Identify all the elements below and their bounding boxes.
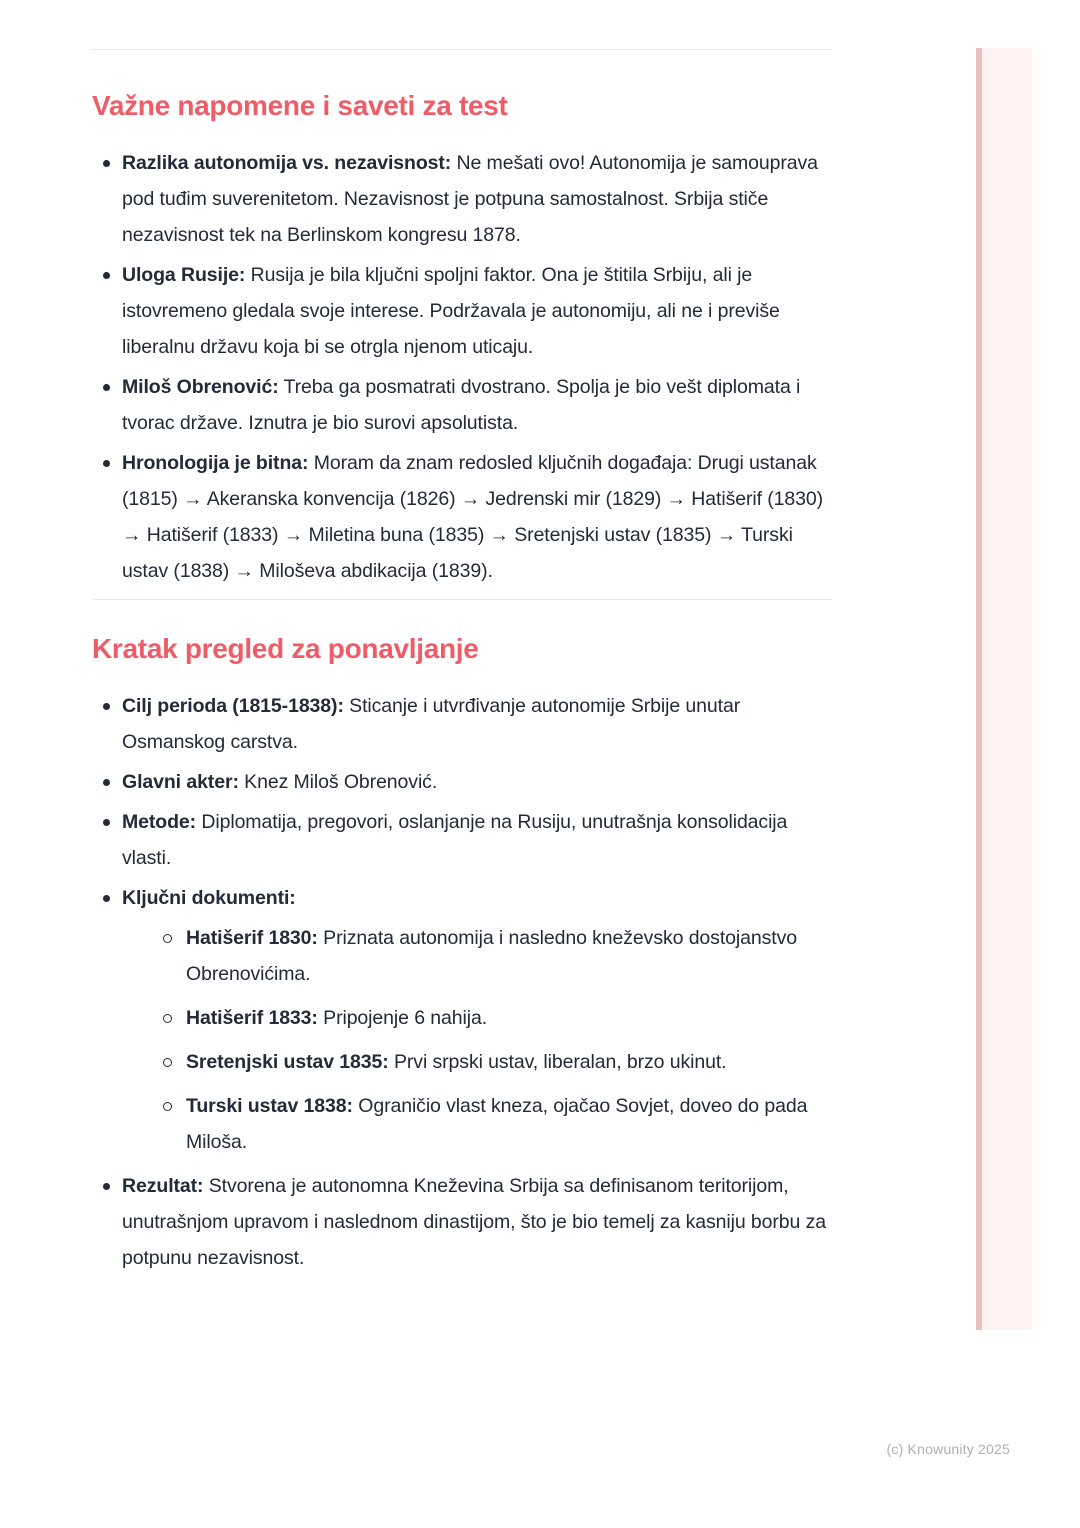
footer-copyright: (c) Knowunity 2025 [886, 1441, 1010, 1457]
item-text: Priznata autonomija i nasledno kneževsko dostojanstvo Obrenovićima. [186, 927, 797, 985]
bullet-dot-icon [103, 272, 110, 279]
list-item [92, 880, 832, 1160]
list-item [92, 257, 832, 365]
item-label: Ključni dokumenti: [122, 887, 296, 909]
documents-sublist [122, 920, 832, 1160]
item-text: Moram da znam redosled ključnih događaja: Drugi ustanak (1815) → Akeranska konvencija (1826) → Jedrenski mir (1829) → Hatišerif (1830) → Hatišerif (1833) → Miletina buna (1835) → Sretenjski ustav (1835) → Turski ustav (1838) → Miloševa abdikacija (1839). [122, 452, 823, 582]
bullet-dot-icon [103, 160, 110, 167]
section-divider [92, 599, 832, 600]
bullet-dot-icon [103, 779, 110, 786]
item-text: Ograničio vlast kneza, ojačao Sovjet, doveo do pada Miloša. [186, 1095, 808, 1153]
item-text: Knez Miloš Obrenović. [244, 771, 438, 793]
item-text: Prvi srpski ustav, liberalan, brzo ukinut. [394, 1051, 727, 1073]
item-label: Miloš Obrenović: [122, 376, 279, 398]
bullet-circle-icon [163, 934, 172, 943]
bullet-dot-icon [103, 460, 110, 467]
bullet-circle-icon [163, 1014, 172, 1023]
bullet-circle-icon [163, 1102, 172, 1111]
bullet-circle-icon [163, 1058, 172, 1067]
sublist-item [153, 920, 832, 992]
list-item [92, 369, 832, 441]
list-item [92, 804, 832, 876]
page-edge-strip [976, 48, 1032, 1330]
item-text: Ne mešati ovo! Autonomija je samouprava pod tuđim suverenitetom. Nezavisnost je potpuna samostalnost. Srbija stiče nezavisnost tek na Berlinskom kongresu 1878. [122, 152, 818, 246]
sublist-item [153, 1000, 832, 1036]
item-label: Metode: [122, 811, 197, 833]
notes-list [92, 145, 832, 589]
item-text: Stvorena je autonomna Kneževina Srbija sa definisanom teritorijom, unutrašnjom upravom i naslednom dinastijom, što je bio temelj za kasniju borbu za potpunu nezavisnost. [122, 1175, 827, 1269]
item-text: Pripojenje 6 nahija. [323, 1007, 488, 1029]
bullet-dot-icon [103, 819, 110, 826]
item-label: Hatišerif 1830: [186, 927, 318, 949]
section-divider [92, 49, 832, 50]
list-item [92, 1168, 832, 1276]
bullet-dot-icon [103, 384, 110, 391]
item-label: Uloga Rusije: [122, 264, 246, 286]
summary-list [92, 688, 832, 1276]
item-label: Glavni akter: [122, 771, 239, 793]
section-title: Važne napomene i saveti za test [92, 90, 508, 121]
sublist-item [153, 1044, 832, 1080]
item-label: Razlika autonomija vs. nezavisnost: [122, 152, 452, 174]
sublist-item [153, 1088, 832, 1160]
item-label: Rezultat: [122, 1175, 204, 1197]
bullet-dot-icon [103, 895, 110, 902]
content-column [92, 0, 832, 1280]
section-title: Kratak pregled za ponavljanje [92, 633, 479, 664]
bullet-dot-icon [103, 703, 110, 710]
item-label: Cilj perioda (1815-1838): [122, 695, 344, 717]
item-label: Turski ustav 1838: [186, 1095, 353, 1117]
item-text: Treba ga posmatrati dvostrano. Spolja je bio vešt diplomata i tvorac države. Iznutra je bio surovi apsolutista. [122, 376, 801, 434]
item-text: Sticanje i utvrđivanje autonomije Srbije unutar Osmanskog carstva. [122, 695, 741, 753]
list-item [92, 688, 832, 760]
list-item [92, 445, 832, 589]
item-text: Rusija je bila ključni spoljni faktor. Ona je štitila Srbiju, ali je istovremeno gledala svoje interese. Podržavala je autonomiju, ali ne i previše liberalnu državu koja bi se otrgla njenom uticaju. [122, 264, 780, 358]
item-label: Sretenjski ustav 1835: [186, 1051, 389, 1073]
list-item [92, 764, 832, 800]
list-item [92, 145, 832, 253]
item-text: Diplomatija, pregovori, oslanjanje na Rusiju, unutrašnja konsolidacija vlasti. [122, 811, 788, 869]
bullet-dot-icon [103, 1183, 110, 1190]
item-label: Hatišerif 1833: [186, 1007, 318, 1029]
item-label: Hronologija je bitna: [122, 452, 309, 474]
